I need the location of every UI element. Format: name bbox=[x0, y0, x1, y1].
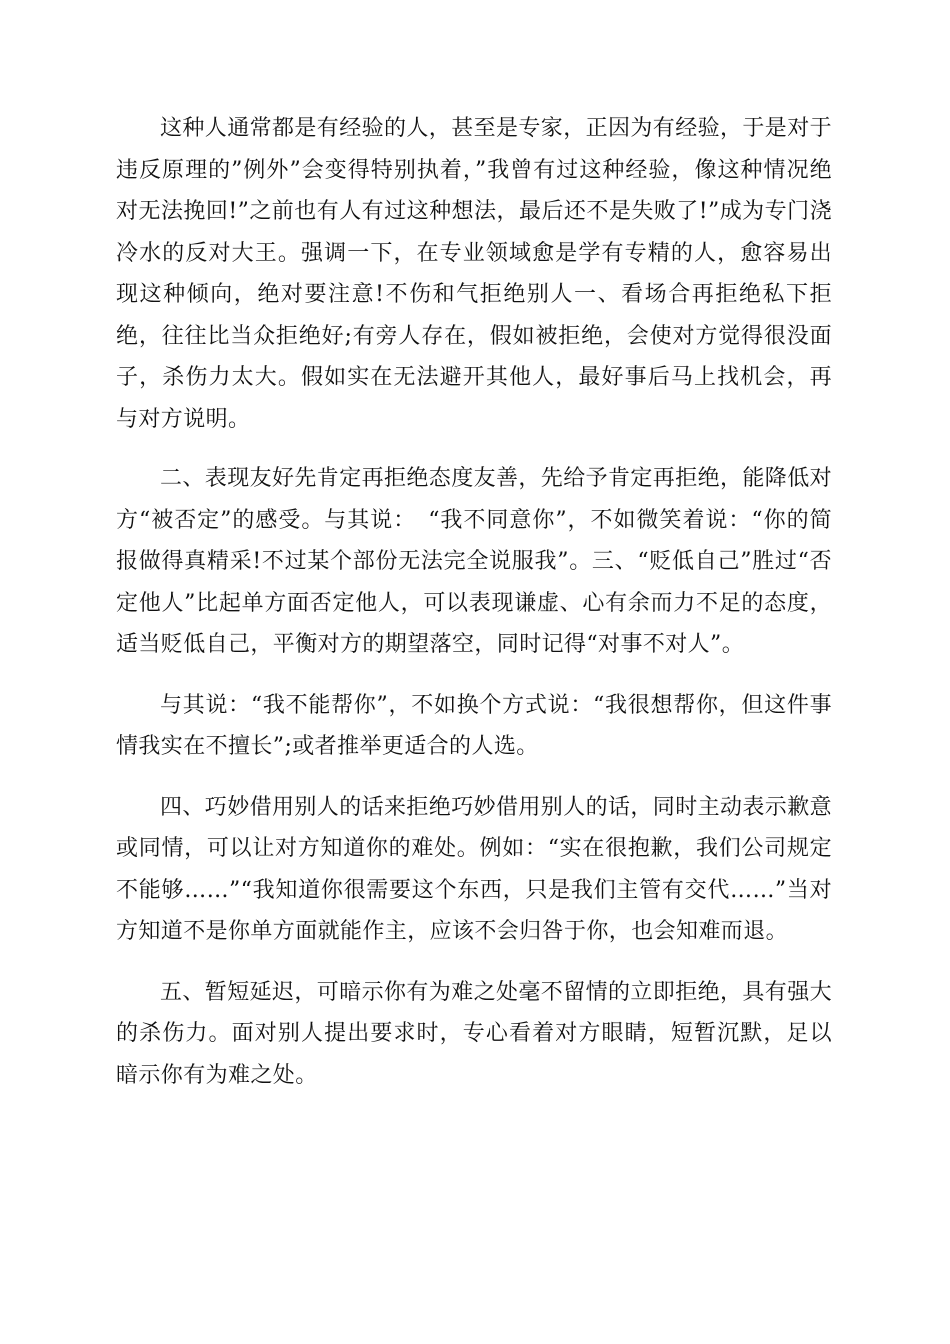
paragraph: 四、巧妙借用别人的话来拒绝巧妙借用别人的话，同时主动表示歉意或同情，可以让对方知道你的难处。例如：“实在很抱歉，我们公司规定不能够……”“我知道你很需要这个东西，只是我们主管有交代……”当对方知道不是你单方面就能作主，应该不会归咎于你，也会知难而退。 bbox=[116, 794, 833, 944]
paragraph: 二、表现友好先肯定再拒绝态度友善，先给予肯定再拒绝，能降低对方“被否定”的感受。与其说： “我不同意你”，不如微笑着说：“你的简报做得真精采!不过某个部份无法完全说服我”。三、“贬低自己”胜过“否定他人”比起单方面否定他人，可以表现谦虚、心有余而力不足的态度，适当贬低自己，平衡对方的期望落空，同时记得“对事不对人”。 bbox=[116, 466, 833, 657]
paragraph: 这种人通常都是有经验的人，甚至是专家，正因为有经验，于是对于违反原理的”例外”会变得特别执着，”我曾有过这种经验，像这种情况绝对无法挽回!”之前也有人有过这种想法，最后还不是失败了!”成为专门浇冷水的反对大王。强调一下，在专业领域愈是学有专精的人，愈容易出现这种倾向，绝对要注意!不伤和气拒绝别人一、看场合再拒绝私下拒绝，往往比当众拒绝好;有旁人存在，假如被拒绝，会使对方觉得很没面子，杀伤力太大。假如实在无法避开其他人，最好事后马上找机会，再与对方说明。 bbox=[116, 116, 833, 432]
paragraph: 与其说：“我不能帮你”，不如换个方式说：“我很想帮你，但这件事情我实在不擅长”;或者推举更适合的人选。 bbox=[116, 692, 832, 759]
document-body bbox=[116, 108, 832, 1115]
paragraph: 五、暂短延迟，可暗示你有为难之处毫不留情的立即拒绝，具有强大的杀伤力。面对别人提出要求时，专心看着对方眼睛，短暂沉默，足以暗示你有为难之处。 bbox=[116, 979, 833, 1088]
